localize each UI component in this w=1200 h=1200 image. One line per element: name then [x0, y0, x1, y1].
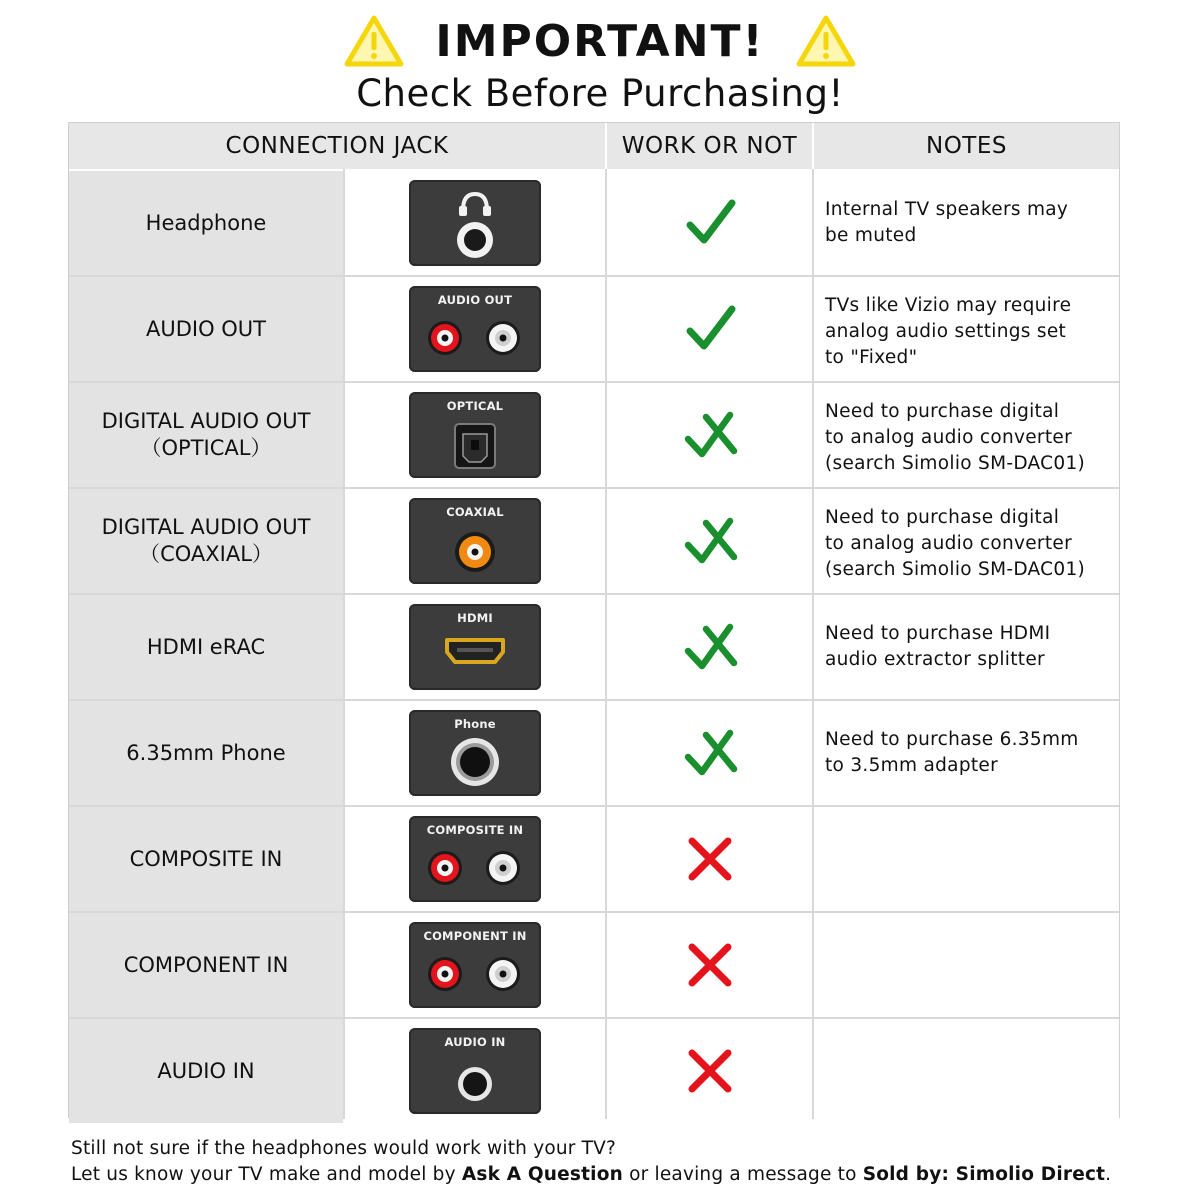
work-status-cell	[607, 171, 812, 275]
notes-line: Need to purchase digital	[825, 507, 1060, 528]
work-status-cell	[607, 807, 812, 911]
connection-name-line: （COAXIAL）	[139, 542, 273, 566]
check-cross-mark-icon	[682, 407, 738, 463]
notes-text	[825, 727, 1079, 779]
work-status-cell	[607, 383, 812, 487]
jack-panel-label: COMPONENT IN	[423, 929, 527, 943]
notes-cell	[814, 277, 1119, 381]
footer-line-2-mid: or leaving a message to	[623, 1164, 863, 1185]
notes-line: (search Simolio SM-DAC01)	[825, 453, 1086, 474]
connection-name-line: DIGITAL AUDIO OUT	[101, 409, 311, 433]
notes-cell	[814, 701, 1119, 805]
table-row	[69, 701, 1119, 805]
footer-note	[71, 1136, 1111, 1188]
column-divider	[605, 169, 607, 1119]
jack-panel	[409, 816, 541, 902]
connection-name-cell	[69, 1019, 343, 1123]
notes-line: Need to purchase digital	[825, 401, 1060, 422]
warning-right-icon	[795, 14, 857, 68]
column-header-work-or-not: WORK OR NOT	[607, 123, 812, 169]
connection-name-cell	[69, 489, 343, 593]
table-header	[69, 123, 1119, 169]
notes-cell	[814, 595, 1119, 699]
notes-cell	[814, 807, 1119, 911]
footer-line-1: Still not sure if the headphones would work with your TV?	[71, 1138, 617, 1159]
notes-cell	[814, 171, 1119, 275]
jack-image-cell	[345, 807, 605, 911]
jack-panel	[409, 498, 541, 584]
check-mark-icon	[682, 301, 738, 357]
jack-image-cell	[345, 1019, 605, 1123]
work-status-cell	[607, 489, 812, 593]
check-mark-icon	[682, 195, 738, 251]
page-header	[0, 8, 1200, 115]
table-row	[69, 807, 1119, 911]
connection-name-cell	[69, 701, 343, 805]
notes-cell	[814, 489, 1119, 593]
page-subtitle: Check Before Purchasing!	[356, 72, 844, 115]
connection-name-cell	[69, 913, 343, 1017]
table-row	[69, 595, 1119, 699]
jack-panel-label: AUDIO OUT	[437, 293, 513, 307]
connection-name-cell	[69, 383, 343, 487]
jack-image-cell	[345, 913, 605, 1017]
ask-a-question-link: Ask A Question	[461, 1164, 623, 1185]
jack-panel	[409, 392, 541, 478]
table-row	[69, 277, 1119, 381]
jack-panel-label: OPTICAL	[446, 399, 504, 413]
footer-line-2	[71, 1162, 1111, 1188]
jack-panel	[409, 710, 541, 796]
check-cross-mark-icon	[682, 513, 738, 569]
page-title: IMPORTANT!	[435, 15, 765, 67]
jack-panel	[409, 922, 541, 1008]
connection-name-line: HDMI eRAC	[146, 634, 266, 659]
cross-mark-icon	[682, 937, 738, 993]
jack-panel-label: HDMI	[457, 611, 493, 625]
jack-image-cell	[345, 383, 605, 487]
column-header-connection-jack: CONNECTION JACK	[69, 123, 605, 169]
jack-image-cell	[345, 595, 605, 699]
seller-name: Sold by: Simolio Direct	[862, 1164, 1106, 1185]
title-row	[0, 8, 1200, 74]
connection-name	[102, 514, 311, 568]
cross-mark-icon	[682, 831, 738, 887]
connection-name	[157, 1058, 254, 1085]
jack-panel-label: COMPOSITE IN	[426, 823, 524, 837]
connection-name	[146, 210, 267, 237]
table-row	[69, 171, 1119, 275]
jack-image-cell	[345, 701, 605, 805]
table-row	[69, 383, 1119, 487]
notes-text	[825, 197, 1068, 249]
connection-name	[146, 316, 266, 343]
notes-line: to 3.5mm adapter	[825, 755, 998, 776]
connection-name-line: COMPONENT IN	[123, 952, 289, 977]
notes-cell	[814, 383, 1119, 487]
connection-name-line: Headphone	[145, 210, 267, 235]
connection-name-line: COMPOSITE IN	[129, 846, 283, 871]
jack-panel-label: COAXIAL	[446, 505, 504, 519]
connection-name	[126, 740, 285, 767]
column-divider	[812, 169, 814, 1119]
notes-line: Need to purchase HDMI	[825, 623, 1051, 644]
notes-line: be muted	[825, 225, 917, 246]
notes-line: to analog audio converter	[825, 533, 1072, 554]
work-status-cell	[607, 913, 812, 1017]
notes-line: Internal TV speakers may	[825, 199, 1069, 220]
notes-line: to analog audio converter	[825, 427, 1072, 448]
table-row	[69, 1019, 1119, 1123]
cross-mark-icon	[682, 1043, 738, 1099]
jack-panel	[409, 180, 541, 266]
jack-panel-label: Phone	[454, 717, 496, 731]
notes-cell	[814, 1019, 1119, 1123]
warning-left-icon	[343, 14, 405, 68]
connection-name	[147, 634, 265, 661]
jack-panel-label: AUDIO IN	[444, 1035, 506, 1049]
jack-image-cell	[345, 171, 605, 275]
notes-line: to "Fixed"	[825, 347, 918, 368]
check-cross-mark-icon	[682, 725, 738, 781]
check-cross-mark-icon	[682, 619, 738, 675]
connection-name-cell	[69, 277, 343, 381]
connection-name-line: AUDIO OUT	[145, 316, 267, 341]
notes-text	[825, 621, 1050, 673]
column-divider	[343, 169, 345, 1119]
jack-image-cell	[345, 489, 605, 593]
footer-line-2-prefix: Let us know your TV make and model by	[71, 1164, 462, 1185]
connection-name-line: （OPTICAL）	[140, 436, 272, 460]
work-status-cell	[607, 277, 812, 381]
work-status-cell	[607, 1019, 812, 1123]
connection-name	[130, 846, 283, 873]
notes-text	[825, 505, 1085, 583]
connection-name-cell	[69, 171, 343, 275]
jack-panel	[409, 286, 541, 372]
connection-name	[124, 952, 289, 979]
notes-cell	[814, 913, 1119, 1017]
jack-image-cell	[345, 277, 605, 381]
connection-name-line: AUDIO IN	[157, 1058, 255, 1083]
connection-name-line: 6.35mm Phone	[126, 740, 286, 765]
notes-text	[825, 399, 1085, 477]
jack-panel	[409, 604, 541, 690]
column-header-notes: NOTES	[814, 123, 1119, 169]
notes-line: audio extractor splitter	[825, 649, 1045, 670]
compatibility-table	[68, 122, 1120, 1118]
work-status-cell	[607, 701, 812, 805]
notes-line: Need to purchase 6.35mm	[825, 729, 1079, 750]
notes-line: analog audio settings set	[825, 321, 1067, 342]
table-row	[69, 913, 1119, 1017]
connection-name-cell	[69, 595, 343, 699]
jack-panel	[409, 1028, 541, 1114]
work-status-cell	[607, 595, 812, 699]
notes-line: (search Simolio SM-DAC01)	[825, 559, 1086, 580]
table-row	[69, 489, 1119, 593]
notes-text	[825, 293, 1071, 371]
connection-name-cell	[69, 807, 343, 911]
footer-line-2-suffix: .	[1105, 1164, 1112, 1185]
connection-name-line: DIGITAL AUDIO OUT	[101, 515, 311, 539]
connection-name	[102, 408, 311, 462]
notes-line: TVs like Vizio may require	[825, 295, 1072, 316]
